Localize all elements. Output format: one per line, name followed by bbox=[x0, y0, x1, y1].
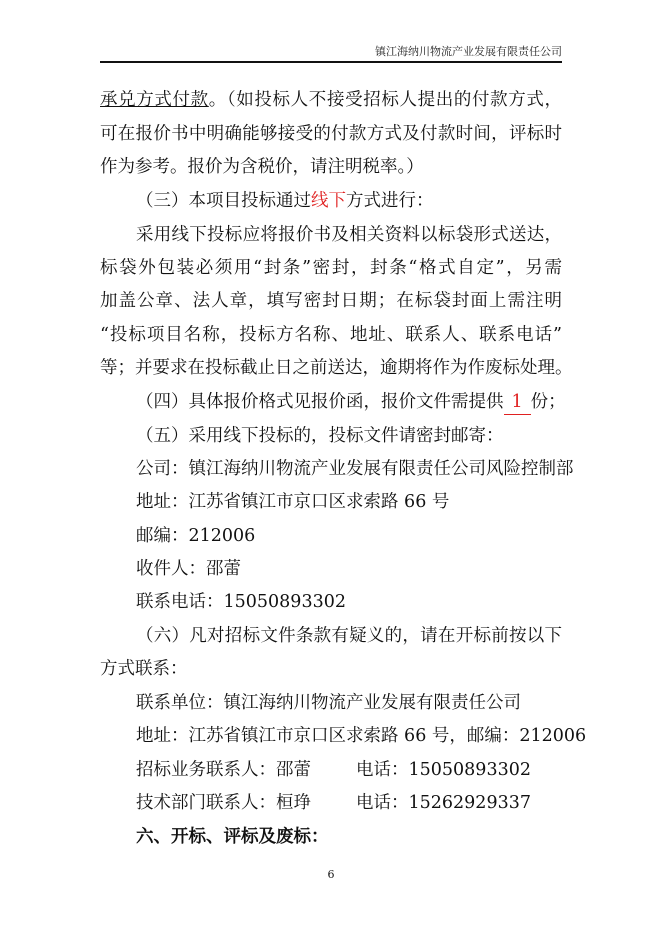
section-4-heading bbox=[136, 390, 566, 415]
tech-contact bbox=[136, 791, 562, 815]
page-number: 6 bbox=[327, 868, 335, 881]
paragraph-line: 等；并要求在投标截止日之前送达，逾期将作为作废标处理。 bbox=[100, 358, 573, 378]
contact-postcode: 邮编：212006 bbox=[136, 526, 256, 546]
underlined-text: 承兑方式付款 bbox=[100, 90, 209, 110]
header-divider bbox=[100, 61, 562, 63]
section-6-heading: （六）凡对招标文件条款有疑义的，请在开标前按以下 bbox=[136, 626, 562, 646]
highlighted-text: 线下 bbox=[311, 191, 346, 211]
text: （四）具体报价格式见报价函，报价文件需提供 bbox=[136, 392, 504, 412]
header-company: 镇江海纳川物流产业发展有限责任公司 bbox=[375, 45, 562, 58]
phone: 电话：15050893302 bbox=[356, 760, 531, 780]
paragraph-line: 加盖公章、法人章，填写密封日期；在标袋封面上需注明 bbox=[100, 291, 562, 311]
paragraph-line: 标袋外包装必须用“封条”密封，封条“格式自定”，另需 bbox=[100, 258, 562, 278]
text: 份； bbox=[530, 392, 566, 412]
contact-company: 公司：镇江海纳川物流产业发展有限责任公司风险控制部 bbox=[136, 459, 574, 479]
contact-phone: 联系电话：15050893302 bbox=[136, 592, 346, 612]
section-5-heading: （五）采用线下投标的，投标文件请密封邮寄： bbox=[136, 426, 504, 446]
contact-recipient: 收件人：邵蕾 bbox=[136, 559, 241, 579]
text: 技术部门联系人：桓琤 bbox=[136, 793, 311, 813]
text: 。（如投标人不接受招标人提出的付款方式， bbox=[208, 90, 562, 110]
paragraph-line bbox=[100, 88, 562, 112]
paragraph-line: 作为参考。报价为含税价，请注明税率。） bbox=[100, 157, 424, 177]
paragraph-line: 采用线下投标应将报价书及相关资料以标袋形式送达， bbox=[136, 225, 562, 245]
text: 方式进行： bbox=[346, 191, 434, 211]
phone: 电话：15262929337 bbox=[356, 793, 531, 813]
text: 招标业务联系人：邵蕾 bbox=[136, 760, 311, 780]
paragraph-line: “投标项目名称，投标方名称、地址、联系人、联系电话” bbox=[100, 325, 562, 345]
contact-address: 地址：江苏省镇江市京口区求索路 66 号 bbox=[136, 492, 450, 512]
section-heading: 六、开标、评标及废标： bbox=[136, 827, 329, 847]
copies-count: 1 bbox=[504, 390, 531, 415]
text: （三）本项目投标通过 bbox=[136, 191, 311, 211]
contact-address-2: 地址：江苏省镇江市京口区求索路 66 号，邮编：212006 bbox=[136, 726, 587, 746]
contact-unit: 联系单位：镇江海纳川物流产业发展有限责任公司 bbox=[136, 693, 521, 713]
paragraph-line: 方式联系： bbox=[100, 659, 188, 679]
paragraph-line: 可在报价书中明确能够接受的付款方式及付款时间，评标时 bbox=[100, 124, 562, 144]
bid-contact bbox=[136, 758, 562, 782]
section-3-heading bbox=[136, 189, 562, 213]
